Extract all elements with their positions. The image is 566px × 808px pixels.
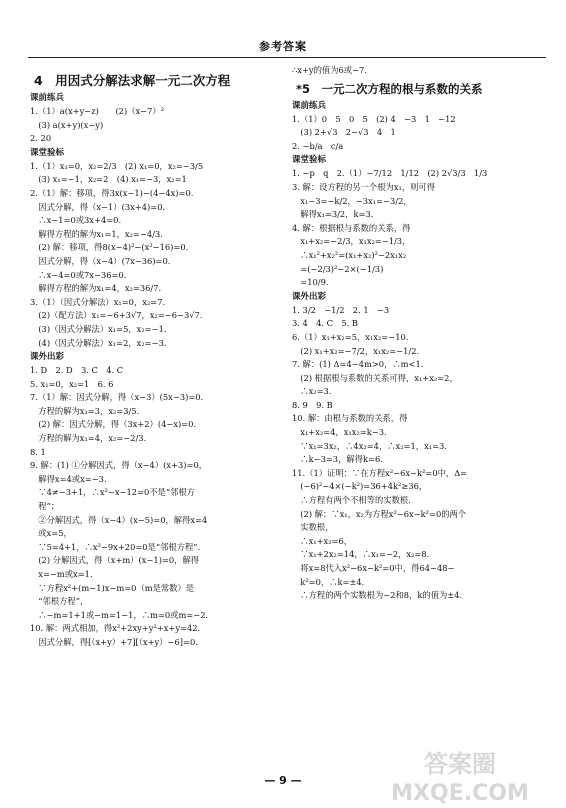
subsection-heading: 课前练兵: [292, 100, 327, 111]
answer-line: x₁+x₂=4，x₁x₂=k−3.: [292, 427, 387, 438]
answer-line: 3.（1）（因式分解法）x₁=0，x₂=7.: [30, 296, 166, 307]
answer-line: =10/9.: [292, 277, 329, 288]
answer-line: ∵5=4+1，∴x²−9x+20=0是“邻根方程”.: [30, 541, 201, 552]
answer-line: ∴x₁+x₂=6，: [292, 535, 353, 546]
answer-line: (3) x₁=−1，x₂=2 (4) x₁=−3，x₂=1: [30, 174, 187, 185]
answer-line: (3)（因式分解法）x₁=5，x₂=−1.: [30, 323, 167, 334]
left-ktyl-lines: [30, 160, 282, 350]
answer-line: (3) a(x+y)(x−y): [30, 119, 104, 130]
answer-line: 1.（1）0 5 0 5 (2) 4 −3 1 −12: [292, 113, 456, 124]
answer-line: (−6)²−4×(−k²)=36+4k²≥36，: [292, 481, 428, 492]
answer-line: 1. 3/2 −1/2 2. 1 −3: [292, 304, 390, 315]
subsection-heading: 课外出彩: [30, 352, 65, 363]
section-title: 4 用因式分解法求解一元二次方程: [34, 73, 231, 88]
svg-text:MXQE.COM: MXQE.COM: [391, 781, 529, 806]
answer-line: 解得x₁=3/2，k=3.: [292, 209, 374, 220]
answer-line: 8. 1: [30, 446, 46, 457]
answer-line: ∵方程x²+(m−1)x−m=0（m是常数）是: [30, 582, 195, 593]
answer-line: 9. 解：(1) ①分解因式，得（x−4）(x+3)=0，: [30, 460, 208, 471]
answer-line: 方程的解为x₁=4，x₂=−2/3.: [30, 433, 147, 444]
answer-line: k²=0，∴k=±4.: [292, 576, 365, 587]
answer-line: (2)（配方法）x₁=−6+3√7，x₂=−6−3√7.: [30, 310, 203, 321]
answer-line: (2) 解：移项，得8(x−4)²−(x²−16)=0.: [30, 242, 189, 253]
answer-line: 3. 解：设方程的另一个根为x₁，则可得: [292, 181, 436, 192]
answer-line: 1. −p q 2.（1）−7/12 1/12 (2) 2√3/3 1/3: [292, 168, 488, 179]
answer-line: 5. x₁=0，x₂=1 6. 6: [30, 378, 114, 389]
answer-line: ∴k−3=3，解得k=6.: [292, 454, 383, 465]
answer-line: (2) 解：∵x₁，x₂为方程x²−6x−k²=0的两个: [292, 508, 467, 519]
answer-line: (2) 根据根与系数的关系可得，x₁+x₂=2，: [292, 372, 458, 383]
section-title: *5 一元二次方程的根与系数的关系: [296, 81, 483, 96]
answer-line: 2. 20: [30, 133, 52, 144]
subsection-heading: 课前练兵: [30, 93, 65, 103]
answer-line: 或x=5，: [30, 528, 72, 539]
answer-line: 7.（1）解：因式分解，得（x−3）(5x−3)=0.: [30, 392, 204, 403]
watermark-logo: [360, 744, 560, 806]
answer-line: ∴x−1=0或3x+4=0.: [30, 215, 122, 226]
answer-line: 实数根，: [292, 522, 334, 533]
answer-line: 10. 解：由根与系数的关系，得: [292, 413, 408, 424]
right-column: [292, 64, 540, 603]
answer-line: (2) 分解因式，得（x+m）(x−1)=0，解得: [30, 555, 200, 566]
answer-line: 11.（1）证明：∵在方程x²−6x−k²=0中，Δ=: [292, 467, 468, 478]
answer-line: 方程的解为x₁=3，x₂=3/5.: [30, 405, 140, 416]
answer-line: 1.（1）x₁=0，x₂=2/3 (2) x₁=0，x₂=−3/5: [30, 160, 204, 171]
answer-line: 10. 解：两式相加，得x²+2xy+y²+x+y=42.: [30, 623, 201, 634]
answer-line: (2) x₁+x₂=−7/2，x₁x₂=−1/2.: [292, 345, 420, 356]
answer-line: ∵4≠−3+1，∴x²−x−12=0不是“邻根方: [30, 487, 195, 498]
answer-line: (2) 解：因式分解，得（3x+2）(4−x)=0.: [30, 419, 197, 430]
answer-line: 因式分解，得[（x+y）+7][（x+y）−6]=0.: [30, 636, 198, 647]
answer-line: 将x=8代入x²−6x−k²=0中，得64−48−: [292, 563, 455, 573]
subsection-heading: 课堂验标: [292, 155, 327, 166]
answer-line: 因式分解，得（x−1）(3x+4)=0.: [30, 201, 166, 212]
subsection-heading: 课外出彩: [292, 291, 327, 302]
answer-line: 1.（1）a(x+y−z) (2)（x−7）²: [30, 106, 165, 116]
left-column: [30, 64, 282, 650]
continued-answer: ∴x+y的值为6或−7.: [292, 65, 367, 75]
answer-line: 2.（1）解：移项，得3x(x−1)−(4−4x)=0.: [30, 187, 194, 198]
answer-line: ∵x₁=3x₂，∴4x₂=4，∴x₂=1，x₁=3.: [292, 440, 447, 451]
answer-line: 4. 解：根据根与系数的关系，得: [292, 222, 411, 233]
answer-line: 2. −b/a c/a: [292, 140, 344, 151]
answer-line: 3. 4 4. C 5. B: [292, 318, 358, 329]
answer-line: (4)（因式分解法）x₁=2，x₂=−3.: [30, 337, 167, 348]
answer-line: =(−2/3)²−2×(−1/3): [292, 263, 384, 274]
answer-line: 解得x=4或x=−3.: [30, 473, 107, 484]
answer-line: 因式分解，得（x−4）(7x−36)=0.: [30, 255, 171, 266]
answer-line: x₁+x₂=−2/3，x₁x₂=−1/3，: [292, 236, 411, 247]
answer-line: “邻根方程”，: [30, 596, 89, 607]
right-ktyl-lines: [292, 167, 540, 289]
answer-line: 1. D 2. D 3. C 4. C: [30, 365, 124, 376]
answer-line: ②分解因式，得（x−4）(x−5)=0，解得x=4: [30, 514, 208, 525]
answer-line: x=−m或x=1.: [30, 569, 93, 579]
answer-line: 6.（1）x₁+x₂=5，x₁x₂=−10.: [292, 331, 409, 342]
page-header: [0, 0, 566, 64]
answer-line: ∴x−4=0或7x−36=0.: [30, 269, 127, 280]
answer-line: 8. 9 9. B: [292, 399, 333, 410]
right-kwcx-lines: [292, 304, 540, 603]
left-kqlx-lines: [30, 105, 282, 146]
svg-text:答案圈: 答案圈: [424, 750, 496, 778]
answer-line: ∴方程有两个不相等的实数根.: [292, 495, 411, 506]
answer-line: ∴−m=1+1或−m=1−1，∴m=0或m=−2.: [30, 609, 209, 620]
page-number: — 9 —: [264, 774, 302, 787]
left-kwcx-lines: [30, 364, 282, 649]
answer-line: 程”；: [30, 501, 60, 512]
answer-line: ∵x₁+2x₂=14，∴x₁=−2，x₂=8.: [292, 549, 430, 560]
answer-line: ∴x₁²+x₂²=(x₁+x₂)²−2x₁x₂: [292, 249, 407, 260]
answer-line: 解得方程的解为x₁=4，x₂=36/7.: [30, 283, 162, 294]
header-title: 参考答案: [259, 40, 307, 53]
answer-line: 7. 解：(1) Δ=4−4m>0，∴m<1.: [292, 359, 424, 370]
header-rule: [28, 57, 546, 58]
answer-line: (3) 2+√3 2−√3 4 1: [292, 127, 396, 138]
right-kqlx-lines: [292, 113, 540, 154]
answer-line: ∴x₂=3.: [292, 386, 332, 397]
answer-line: 解得方程的解为x₁=1，x₂=−4/3.: [30, 228, 163, 239]
answer-line: ∴方程的两个实数根为−2和8，k的值为±4.: [292, 590, 463, 601]
answer-line: x₁−3=−k/2，−3x₁=−3/2，: [292, 195, 412, 206]
subsection-heading: 课堂验标: [30, 147, 65, 158]
